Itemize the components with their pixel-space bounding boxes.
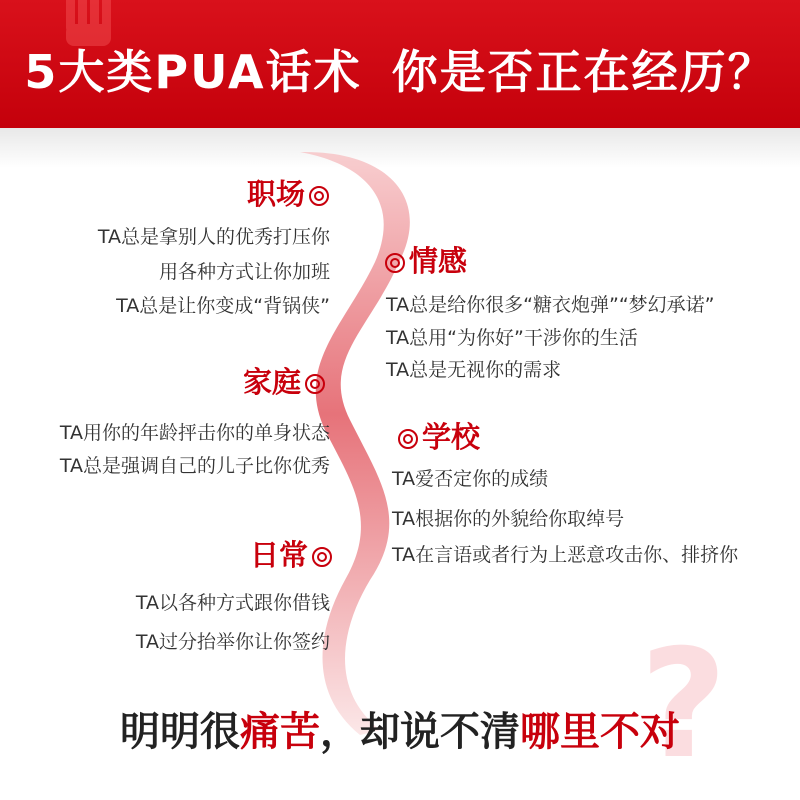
- title-left: 5大类PUA话术: [24, 45, 362, 99]
- school-item: TA根据你的外貌给你取绰号: [392, 508, 625, 530]
- school-item: TA爱否定你的成绩: [392, 468, 549, 490]
- section-title-school: [398, 420, 481, 454]
- emotion-item: TA总用“为你好”干涉你的生活: [386, 327, 638, 349]
- slogan-part: 明明很: [120, 709, 240, 755]
- slogan-part: ，却说不清: [320, 709, 520, 755]
- daily-label: 日常: [250, 538, 309, 572]
- workplace-item: TA总是拿别人的优秀打压你: [97, 226, 330, 248]
- footer-slogan: [0, 700, 800, 757]
- workplace-item: 用各种方式让你加班: [158, 261, 330, 283]
- school-item: TA在言语或者行为上恶意攻击你、排挤你: [392, 544, 739, 566]
- daily-item: TA以各种方式跟你借钱: [135, 592, 330, 614]
- title-right: 你是否正在经历？: [391, 45, 776, 99]
- workplace-label: 职场: [247, 177, 306, 211]
- question-mark-decoration: ?: [640, 618, 728, 792]
- double-circle-icon: [398, 429, 418, 449]
- family-label: 家庭: [243, 365, 302, 399]
- school-label: 学校: [422, 420, 481, 454]
- slogan-highlight: 哪里不对: [520, 709, 680, 755]
- family-item: TA总是强调自己的儿子比你优秀: [59, 455, 330, 477]
- double-circle-icon: [309, 186, 329, 206]
- double-circle-icon: [312, 547, 332, 567]
- emotion-label: 情感: [409, 244, 468, 278]
- section-title-daily: [250, 538, 332, 572]
- double-circle-icon: [385, 253, 405, 273]
- double-circle-icon: [305, 374, 325, 394]
- slogan-highlight: 痛苦: [240, 709, 320, 755]
- section-title-family: [243, 365, 325, 399]
- section-title-workplace: [247, 177, 329, 211]
- daily-item: TA过分抬举你让你签约: [135, 631, 330, 653]
- emotion-item: TA总是无视你的需求: [386, 359, 562, 381]
- emotion-item: TA总是给你很多“糖衣炮弹”“梦幻承诺”: [386, 294, 715, 316]
- workplace-item: TA总是让你变成“背锅侠”: [116, 295, 330, 317]
- family-item: TA用你的年龄抨击你的单身状态: [59, 422, 330, 444]
- section-title-emotion: [385, 244, 468, 278]
